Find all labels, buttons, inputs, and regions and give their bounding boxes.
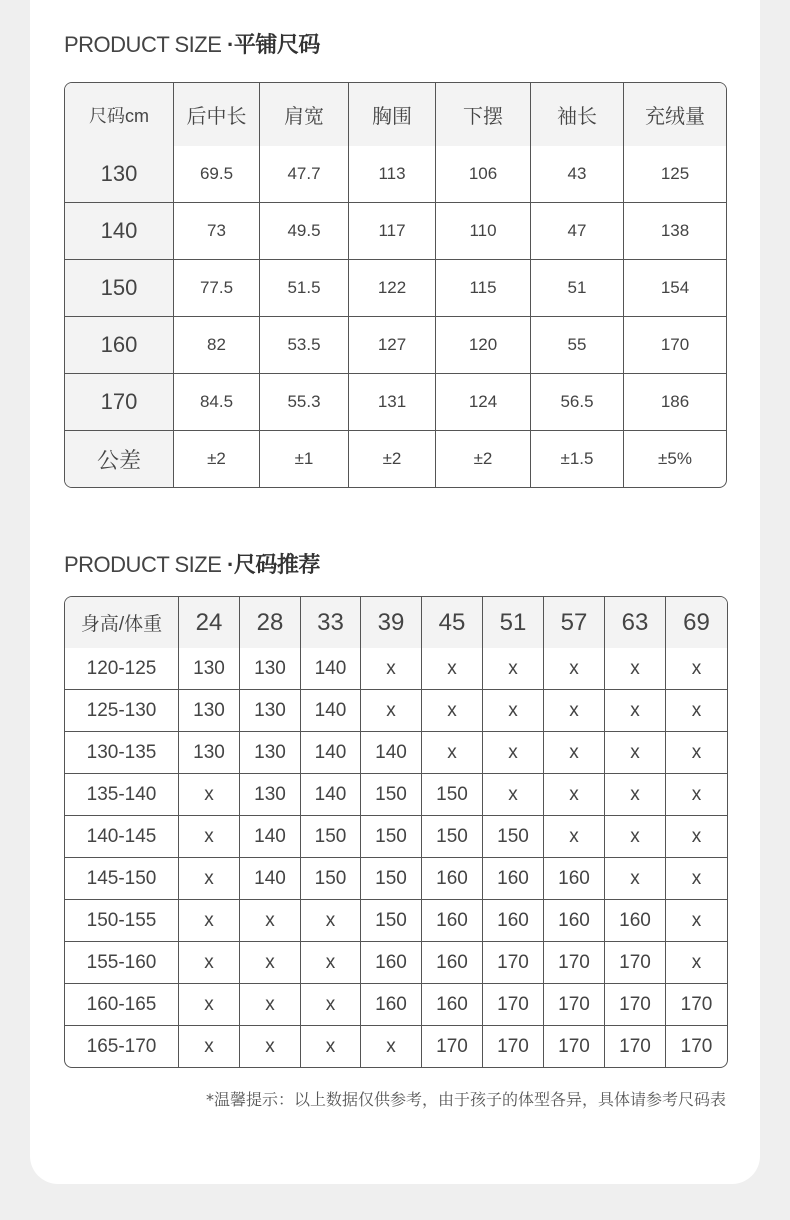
flat-header-cell: 肩宽 (260, 83, 349, 146)
recommended-size-cell: x (666, 900, 727, 942)
flat-size-value-cell: 49.5 (260, 203, 349, 260)
recommended-size-cell: x (483, 690, 544, 732)
size-recommend-row (65, 858, 727, 900)
flat-size-label-cell: 160 (65, 317, 174, 374)
recommended-size-cell: x (179, 1026, 240, 1067)
recommended-size-cell: x (666, 648, 727, 690)
recommended-size-cell: 150 (483, 816, 544, 858)
flat-header-cell: 胸围 (349, 83, 436, 146)
recommended-size-cell: 160 (361, 942, 422, 984)
recommended-size-cell: 150 (301, 858, 361, 900)
size-recommend-row (65, 900, 727, 942)
recommended-size-cell: 160 (422, 858, 483, 900)
recommended-size-cell: x (240, 942, 301, 984)
flat-size-value-cell: 84.5 (174, 374, 260, 431)
recommended-size-cell: x (666, 690, 727, 732)
recommended-size-cell: 150 (422, 816, 483, 858)
recommended-size-cell: 130 (179, 732, 240, 774)
weight-header-cell: 45 (422, 597, 483, 648)
flat-size-value-cell: 124 (436, 374, 531, 431)
recommended-size-cell: 140 (301, 648, 361, 690)
recommended-size-cell: 170 (483, 984, 544, 1026)
flat-size-value-cell: 127 (349, 317, 436, 374)
recommended-size-cell: 170 (605, 942, 666, 984)
size-recommend-row (65, 648, 727, 690)
recommended-size-cell: 150 (361, 858, 422, 900)
recommended-size-cell: x (301, 900, 361, 942)
weight-header-cell: 51 (483, 597, 544, 648)
flat-size-label-cell: 150 (65, 260, 174, 317)
flat-size-value-cell: ±2 (436, 431, 531, 487)
recommended-size-cell: x (240, 984, 301, 1026)
size-recommend-row (65, 816, 727, 858)
flat-size-label-cell: 130 (65, 146, 174, 203)
flat-size-row (65, 317, 726, 374)
recommended-size-cell: x (666, 858, 727, 900)
weight-header-cell: 28 (240, 597, 301, 648)
recommended-size-cell: 170 (483, 942, 544, 984)
size-recommend-row (65, 774, 727, 816)
flat-header-cell: 充绒量 (624, 83, 726, 146)
recommended-size-cell: 130 (179, 648, 240, 690)
recommended-size-cell: 170 (666, 984, 727, 1026)
recommended-size-cell: 170 (680, 1035, 713, 1057)
recommended-size-cell: 140 (361, 732, 422, 774)
flat-size-value-cell: ±5% (658, 449, 692, 468)
recommended-size-cell: x (483, 774, 544, 816)
flat-size-value-cell: 106 (436, 146, 531, 203)
flat-size-value-cell: ±1 (260, 431, 349, 487)
height-range-cell: 150-155 (65, 900, 179, 942)
recommended-size-cell: 140 (240, 858, 301, 900)
recommended-size-cell: 150 (361, 774, 422, 816)
recommended-size-cell: 130 (240, 732, 301, 774)
flat-size-value-cell: 154 (624, 260, 726, 317)
size-recommend-row (65, 732, 727, 774)
recommended-size-cell: 160 (422, 942, 483, 984)
recommended-size-cell: 170 (605, 1026, 666, 1067)
flat-size-value-cell: 47 (531, 203, 624, 260)
recommended-size-cell: x (605, 858, 666, 900)
size-recommend-row (65, 942, 727, 984)
recommended-size-cell: 160 (544, 858, 605, 900)
flat-size-value-cell: 47.7 (260, 146, 349, 203)
recommended-size-cell: x (605, 816, 666, 858)
height-weight-header: 身高/体重 (65, 597, 179, 648)
recommended-size-cell: x (605, 774, 666, 816)
recommended-size-cell: 150 (361, 816, 422, 858)
recommended-size-cell: 170 (544, 1026, 605, 1067)
height-range-cell: 125-130 (65, 690, 179, 732)
weight-header-cell: 57 (544, 597, 605, 648)
recommended-size-cell: x (361, 690, 422, 732)
recommended-size-cell: 160 (422, 900, 483, 942)
recommended-size-cell: 160 (544, 900, 605, 942)
recommended-size-cell: x (483, 648, 544, 690)
recommended-size-cell: 130 (179, 690, 240, 732)
recommended-size-cell: 150 (301, 816, 361, 858)
flat-size-value-cell: 115 (436, 260, 531, 317)
recommended-size-cell: 150 (361, 900, 422, 942)
size-recommend-header-row (65, 597, 727, 648)
flat-size-label-cell: 140 (65, 203, 174, 260)
flat-size-value-cell: 51.5 (260, 260, 349, 317)
flat-size-row (65, 431, 726, 487)
flat-size-value-cell: 138 (624, 203, 726, 260)
flat-size-value-cell: 55 (531, 317, 624, 374)
recommended-size-cell: x (666, 732, 727, 774)
recommended-size-cell: x (301, 1026, 361, 1067)
flat-size-body (65, 146, 726, 487)
recommended-size-cell: x (361, 1026, 422, 1067)
recommended-size-cell: 160 (422, 984, 483, 1026)
height-range-cell: 120-125 (65, 648, 179, 690)
size-recommend-row (65, 1026, 727, 1067)
flat-size-title-cn: ·平铺尺码 (227, 32, 320, 57)
size-recommend-title (64, 548, 320, 579)
flat-size-value-cell: 122 (349, 260, 436, 317)
recommended-size-cell: x (544, 732, 605, 774)
weight-header-cell: 33 (301, 597, 361, 648)
flat-size-value-cell: 131 (349, 374, 436, 431)
flat-size-value-cell: 55.3 (260, 374, 349, 431)
recommended-size-cell: 170 (544, 942, 605, 984)
flat-size-value-cell: 69.5 (174, 146, 260, 203)
recommended-size-cell: x (301, 984, 361, 1026)
flat-size-value-cell: 113 (349, 146, 436, 203)
height-range-cell: 145-150 (65, 858, 179, 900)
recommended-size-cell: x (544, 648, 605, 690)
recommended-size-cell: 170 (483, 1026, 544, 1067)
flat-size-row (65, 374, 726, 431)
height-range-cell: 165-170 (65, 1026, 179, 1067)
height-range-cell: 160-165 (65, 984, 179, 1026)
recommended-size-cell: 170 (544, 984, 605, 1026)
flat-size-value-cell: 51 (531, 260, 624, 317)
flat-size-value-cell: 120 (436, 317, 531, 374)
recommended-size-cell: x (301, 942, 361, 984)
flat-size-label-cell: 公差 (65, 431, 174, 487)
size-recommend-title-cn: ·尺码推荐 (227, 552, 320, 577)
flat-size-value-cell: 73 (174, 203, 260, 260)
recommended-size-cell: 170 (605, 984, 666, 1026)
recommended-size-cell: 130 (240, 648, 301, 690)
recommended-size-cell: x (483, 732, 544, 774)
recommended-size-cell: 150 (422, 774, 483, 816)
size-recommend-row (65, 690, 727, 732)
flat-size-value-cell: ±1.5 (531, 431, 624, 487)
recommended-size-cell: 160 (605, 900, 666, 942)
recommended-size-cell: x (666, 816, 727, 858)
size-recommend-table (64, 596, 728, 1068)
recommended-size-cell: 140 (301, 774, 361, 816)
recommended-size-cell: 140 (240, 816, 301, 858)
weight-header-cell: 39 (361, 597, 422, 648)
recommended-size-cell: x (240, 1026, 301, 1067)
height-range-cell: 140-145 (65, 816, 179, 858)
recommended-size-cell: x (605, 648, 666, 690)
recommended-size-cell: x (179, 816, 240, 858)
recommended-size-cell: x (179, 774, 240, 816)
recommended-size-cell: x (422, 690, 483, 732)
size-recommend-body (65, 648, 727, 1067)
recommended-size-cell: 160 (483, 858, 544, 900)
size-recommend-row (65, 984, 727, 1026)
height-range-cell: 135-140 (65, 774, 179, 816)
flat-size-value-cell: 77.5 (174, 260, 260, 317)
flat-header-cell: 袖长 (531, 83, 624, 146)
reference-note: *温馨提示：以上数据仅供参考，由于孩子的体型各异，具体请参考尺码表 (205, 1090, 726, 1109)
recommended-size-cell: x (605, 732, 666, 774)
height-range-cell: 130-135 (65, 732, 179, 774)
recommended-size-cell: x (666, 774, 727, 816)
recommended-size-cell: x (544, 816, 605, 858)
recommended-size-cell: x (179, 942, 240, 984)
weight-header-cell: 63 (605, 597, 666, 648)
flat-header-cell: 后中长 (174, 83, 260, 146)
recommended-size-cell: x (361, 648, 422, 690)
flat-size-label-cell: 170 (65, 374, 174, 431)
weight-header-cell: 24 (179, 597, 240, 648)
flat-size-value-cell: 186 (624, 374, 726, 431)
recommended-size-cell: x (179, 858, 240, 900)
flat-size-value-cell: 117 (349, 203, 436, 260)
recommended-size-cell: x (179, 900, 240, 942)
recommended-size-cell: x (179, 984, 240, 1026)
recommended-size-cell: x (240, 900, 301, 942)
flat-size-table (64, 82, 727, 488)
recommended-size-cell: 130 (240, 774, 301, 816)
flat-size-value-cell: 56.5 (531, 374, 624, 431)
flat-size-value-cell: 43 (531, 146, 624, 203)
flat-size-header-row (65, 83, 726, 146)
flat-size-title (64, 28, 320, 59)
recommended-size-cell: 140 (301, 732, 361, 774)
flat-size-value-cell: ±2 (174, 431, 260, 487)
flat-header-cell: 尺码cm (65, 83, 174, 146)
recommended-size-cell: 140 (301, 690, 361, 732)
recommended-size-cell: 170 (422, 1026, 483, 1067)
flat-size-value-cell: 125 (624, 146, 726, 203)
flat-size-value-cell: ±2 (349, 431, 436, 487)
height-range-cell: 155-160 (65, 942, 179, 984)
flat-size-value-cell: 110 (436, 203, 531, 260)
size-recommend-title-en: PRODUCT SIZE (64, 552, 222, 577)
flat-size-row (65, 146, 726, 203)
flat-size-value-cell: 170 (624, 317, 726, 374)
recommended-size-cell: x (605, 690, 666, 732)
recommended-size-cell: x (544, 690, 605, 732)
recommended-size-cell: 160 (361, 984, 422, 1026)
flat-size-value-cell: 53.5 (260, 317, 349, 374)
recommended-size-cell: 130 (240, 690, 301, 732)
recommended-size-cell: x (544, 774, 605, 816)
recommended-size-cell: 160 (483, 900, 544, 942)
flat-size-row (65, 260, 726, 317)
flat-header-cell: 下摆 (436, 83, 531, 146)
flat-size-title-en: PRODUCT SIZE (64, 32, 222, 57)
weight-header-cell: 69 (666, 597, 727, 648)
recommended-size-cell: x (666, 942, 727, 984)
recommended-size-cell: x (422, 648, 483, 690)
flat-size-row (65, 203, 726, 260)
recommended-size-cell: x (422, 732, 483, 774)
flat-size-value-cell: 82 (174, 317, 260, 374)
